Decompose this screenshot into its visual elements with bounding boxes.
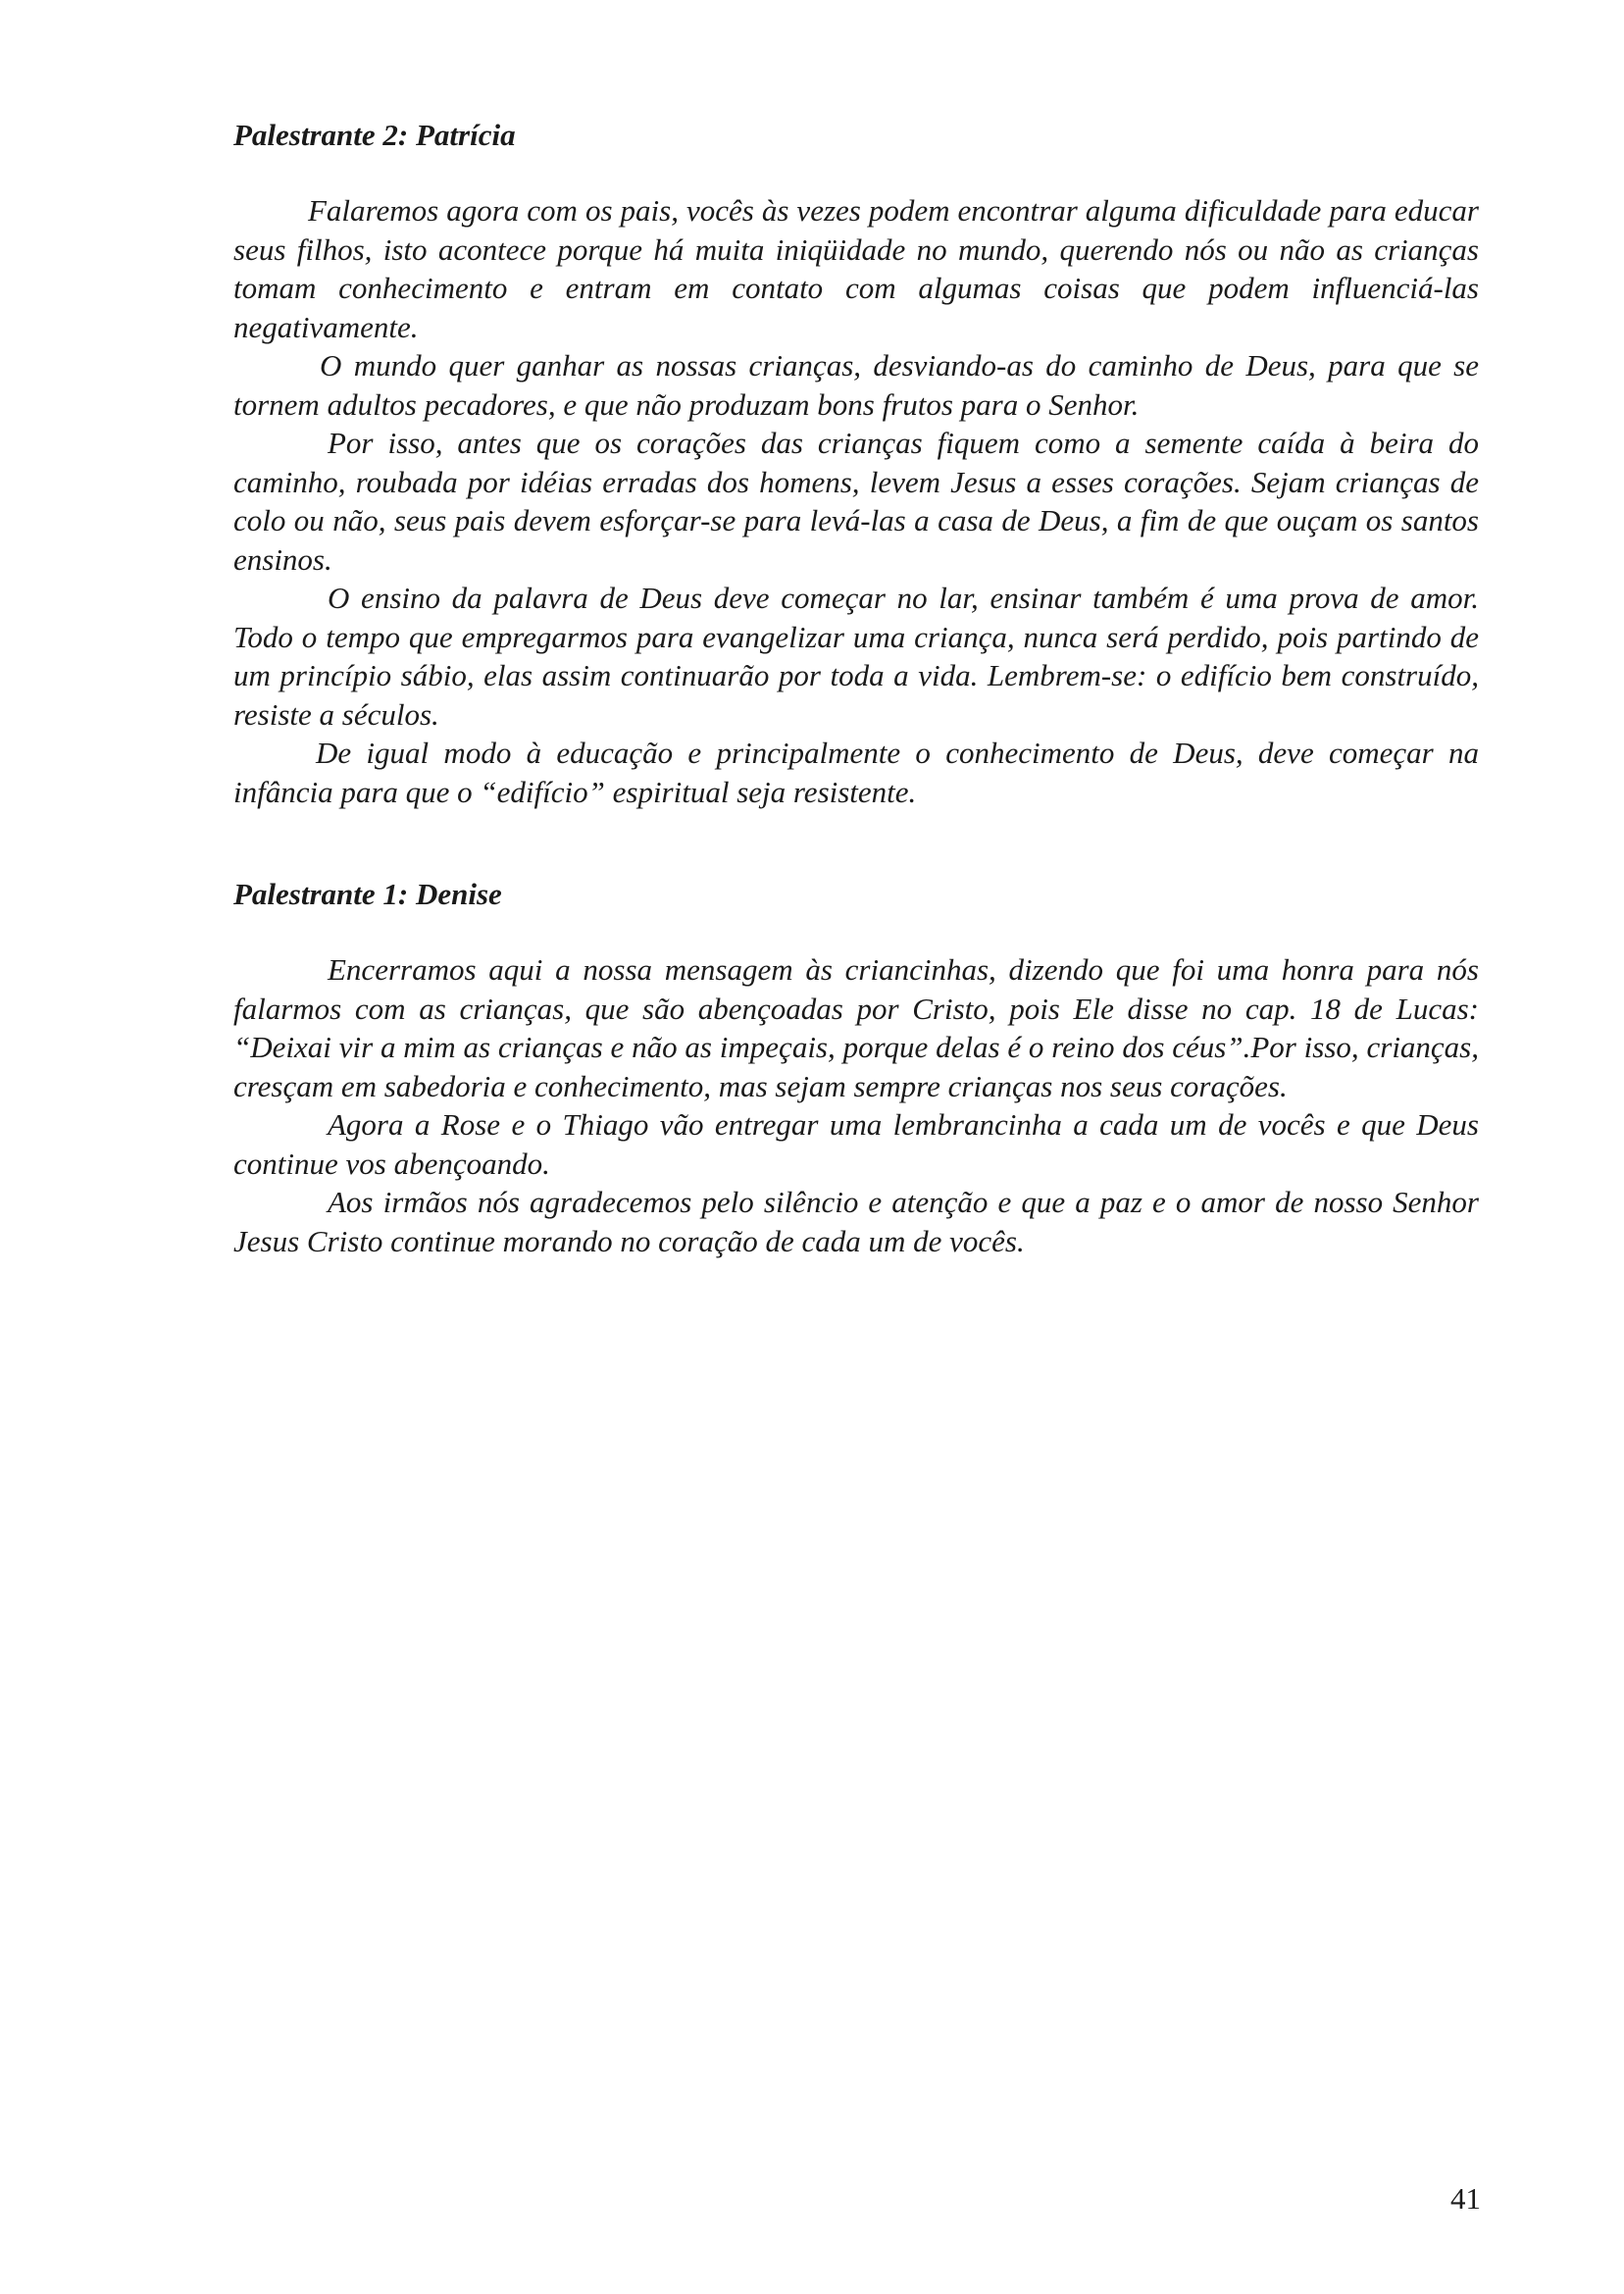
paragraph: Agora a Rose e o Thiago vão entregar uma lembrancinha a cada um de vocês e que Deus continue vos abençoando. bbox=[233, 1107, 1479, 1181]
paragraph: Falaremos agora com os pais, vocês às vezes podem encontrar alguma dificuldade para educar seus filhos, isto acontece porque há muita iniqüidade no mundo, querendo nós ou não as crianças tomam conhecimento e entram em contato com algumas coisas que podem influenciá-las negativamente. bbox=[233, 193, 1479, 344]
page-number: 41 bbox=[1450, 2181, 1481, 2216]
paragraph: Por isso, antes que os corações das crianças fiquem como a semente caída à beira do caminho, roubada por idéias erradas dos homens, levem Jesus a esses corações. Sejam crianças de colo ou não, seus pais devem esforçar-se para levá-las a casa de Deus, a fim de que ouçam os santos ensinos. bbox=[233, 426, 1479, 577]
paragraph: O mundo quer ganhar as nossas crianças, desviando-as do caminho de Deus, para que se tornem adultos pecadores, e que não produzam bons frutos para o Senhor. bbox=[233, 348, 1479, 422]
speaker-heading: Palestrante 1: Denise bbox=[233, 877, 502, 911]
speaker-section-denise bbox=[233, 875, 1479, 1260]
speaker-heading: Palestrante 2: Patrícia bbox=[233, 118, 516, 152]
paragraph: De igual modo à educação e principalmente o conhecimento de Deus, deve começar na infância para que o “edifício” espiritual seja resistente. bbox=[233, 736, 1479, 809]
paragraph: Aos irmãos nós agradecemos pelo silêncio e atenção e que a paz e o amor de nosso Senhor Jesus Cristo continue morando no coração de cada um de vocês. bbox=[233, 1185, 1479, 1258]
paragraph: Encerramos aqui a nossa mensagem às criancinhas, dizendo que foi uma honra para nós falarmos com as crianças, que são abençoadas por Cristo, pois Ele disse no cap. 18 de Lucas: “Deixai vir a mim as crianças e não as impeçais, porque delas é o reino dos céus”.Por isso, crianças, cresçam em sabedoria e conhecimento, mas sejam sempre crianças nos seus corações. bbox=[233, 952, 1479, 1103]
paragraph: O ensino da palavra de Deus deve começar no lar, ensinar também é uma prova de amor. Todo o tempo que empregarmos para evangelizar uma criança, nunca será perdido, pois partindo de um princípio sábio, elas assim continuarão por toda a vida. Lembrem-se: o edifício bem construído, resiste a séculos. bbox=[233, 581, 1479, 732]
speaker-section-patricia bbox=[233, 116, 1479, 811]
